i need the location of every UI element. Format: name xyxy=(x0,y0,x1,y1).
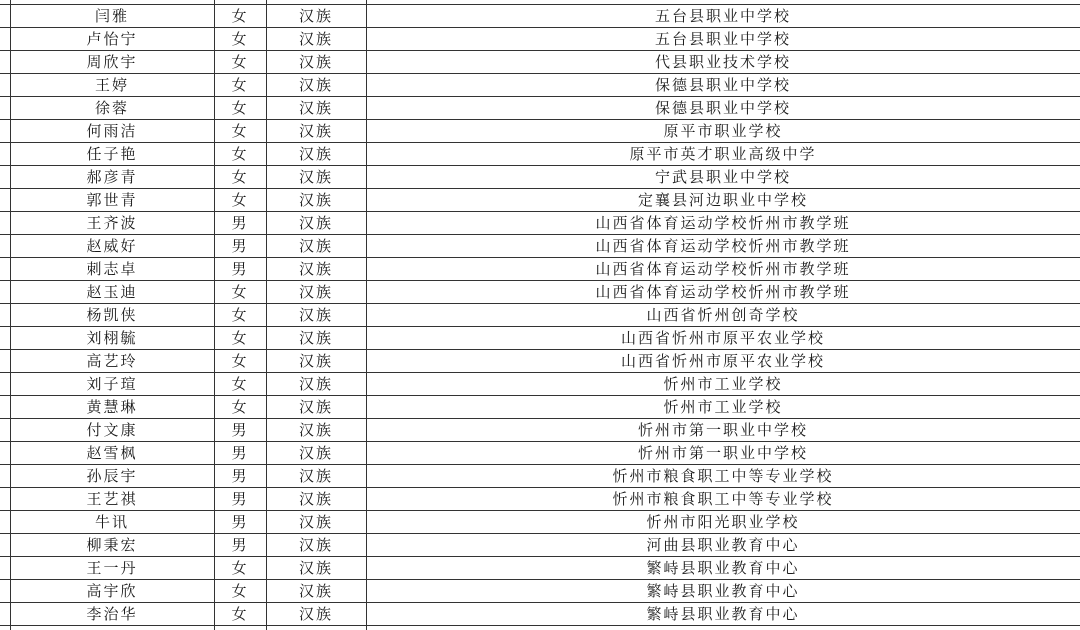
table-row xyxy=(0,120,1080,143)
ethnicity-cell: 汉族 xyxy=(298,536,333,554)
table-row xyxy=(0,511,1080,534)
school-cell: 繁峙县职业教育中心 xyxy=(646,582,800,600)
gender-cell: 女 xyxy=(231,582,249,600)
school-cell: 定襄县河边职业中学校 xyxy=(637,191,808,209)
column-divider xyxy=(266,0,267,630)
name-cell: 高艺玲 xyxy=(86,352,138,370)
ethnicity-cell: 汉族 xyxy=(298,7,333,25)
school-cell: 忻州市粮食职工中等专业学校 xyxy=(612,467,834,485)
table-row xyxy=(0,580,1080,603)
row-divider xyxy=(0,27,1080,28)
row-divider xyxy=(0,165,1080,166)
table-row xyxy=(0,488,1080,511)
gender-cell: 女 xyxy=(231,398,249,416)
ethnicity-cell: 汉族 xyxy=(298,421,333,439)
row-divider xyxy=(0,234,1080,235)
row-divider xyxy=(0,4,1080,5)
row-divider xyxy=(0,533,1080,534)
ethnicity-cell: 汉族 xyxy=(298,191,333,209)
name-cell: 刺志卓 xyxy=(86,260,138,278)
table-row xyxy=(0,212,1080,235)
row-divider xyxy=(0,303,1080,304)
gender-cell: 男 xyxy=(231,260,249,278)
school-cell: 忻州市工业学校 xyxy=(663,398,783,416)
school-cell: 河曲县职业教育中心 xyxy=(646,536,800,554)
table-row xyxy=(0,235,1080,258)
name-cell: 郭世青 xyxy=(86,191,138,209)
gender-cell: 女 xyxy=(231,76,249,94)
row-divider xyxy=(0,441,1080,442)
row-divider xyxy=(0,211,1080,212)
name-cell: 徐蓉 xyxy=(94,99,129,117)
ethnicity-cell: 汉族 xyxy=(298,605,333,623)
row-divider xyxy=(0,326,1080,327)
ethnicity-cell: 汉族 xyxy=(298,306,333,324)
gender-cell: 女 xyxy=(231,53,249,71)
table-row xyxy=(0,603,1080,626)
gender-cell: 女 xyxy=(231,99,249,117)
row-divider xyxy=(0,257,1080,258)
name-cell: 赵威好 xyxy=(86,237,138,255)
ethnicity-cell: 汉族 xyxy=(298,444,333,462)
row-divider xyxy=(0,487,1080,488)
table-row xyxy=(0,74,1080,97)
name-cell: 王婷 xyxy=(94,76,129,94)
table-row xyxy=(0,97,1080,120)
ethnicity-cell: 汉族 xyxy=(298,168,333,186)
row-divider xyxy=(0,349,1080,350)
school-cell: 忻州市阳光职业学校 xyxy=(646,513,800,531)
gender-cell: 女 xyxy=(231,30,249,48)
row-divider xyxy=(0,579,1080,580)
name-cell: 孙辰宇 xyxy=(86,467,138,485)
gender-cell: 女 xyxy=(231,559,249,577)
name-cell: 赵玉迪 xyxy=(86,283,138,301)
school-cell: 山西省体育运动学校忻州市教学班 xyxy=(595,283,851,301)
ethnicity-cell: 汉族 xyxy=(298,467,333,485)
school-cell: 原平市英才职业高级中学 xyxy=(629,145,817,163)
school-cell: 山西省体育运动学校忻州市教学班 xyxy=(595,260,851,278)
school-cell: 忻州市工业学校 xyxy=(663,375,783,393)
gender-cell: 女 xyxy=(231,122,249,140)
row-divider xyxy=(0,50,1080,51)
name-cell: 柳秉宏 xyxy=(86,536,138,554)
table-row xyxy=(0,166,1080,189)
table-row xyxy=(0,189,1080,212)
row-divider xyxy=(0,372,1080,373)
table-row xyxy=(0,258,1080,281)
school-cell: 山西省忻州市原平农业学校 xyxy=(620,352,825,370)
gender-cell: 男 xyxy=(231,237,249,255)
table-row xyxy=(0,28,1080,51)
gender-cell: 男 xyxy=(231,490,249,508)
ethnicity-cell: 汉族 xyxy=(298,145,333,163)
row-divider xyxy=(0,73,1080,74)
gender-cell: 女 xyxy=(231,283,249,301)
gender-cell: 女 xyxy=(231,375,249,393)
school-cell: 山西省体育运动学校忻州市教学班 xyxy=(595,237,851,255)
school-cell: 忻州市粮食职工中等专业学校 xyxy=(612,490,834,508)
ethnicity-cell: 汉族 xyxy=(298,375,333,393)
row-divider xyxy=(0,625,1080,626)
school-cell: 代县职业技术学校 xyxy=(654,53,791,71)
gender-cell: 女 xyxy=(231,7,249,25)
table-row xyxy=(0,534,1080,557)
name-cell: 王一丹 xyxy=(86,559,138,577)
row-divider xyxy=(0,418,1080,419)
table-row xyxy=(0,327,1080,350)
school-cell: 宁武县职业中学校 xyxy=(654,168,791,186)
school-cell: 山西省体育运动学校忻州市教学班 xyxy=(595,214,851,232)
ethnicity-cell: 汉族 xyxy=(298,513,333,531)
gender-cell: 女 xyxy=(231,191,249,209)
table-row xyxy=(0,5,1080,28)
name-cell: 赵雪枫 xyxy=(86,444,138,462)
school-cell: 繁峙县职业教育中心 xyxy=(646,559,800,577)
table-row xyxy=(0,350,1080,373)
ethnicity-cell: 汉族 xyxy=(298,122,333,140)
school-cell: 保德县职业中学校 xyxy=(654,99,791,117)
school-cell: 山西省忻州创奇学校 xyxy=(646,306,800,324)
gender-cell: 女 xyxy=(231,306,249,324)
ethnicity-cell: 汉族 xyxy=(298,237,333,255)
school-cell: 保德县职业中学校 xyxy=(654,76,791,94)
gender-cell: 女 xyxy=(231,329,249,347)
name-cell: 任子艳 xyxy=(86,145,138,163)
gender-cell: 女 xyxy=(231,168,249,186)
school-cell: 原平市职业学校 xyxy=(663,122,783,140)
row-divider xyxy=(0,280,1080,281)
row-divider xyxy=(0,510,1080,511)
table-row xyxy=(0,396,1080,419)
school-cell: 五台县职业中学校 xyxy=(654,30,791,48)
row-divider xyxy=(0,464,1080,465)
ethnicity-cell: 汉族 xyxy=(298,352,333,370)
row-divider xyxy=(0,188,1080,189)
table-row xyxy=(0,304,1080,327)
name-cell: 高宇欣 xyxy=(86,582,138,600)
ethnicity-cell: 汉族 xyxy=(298,398,333,416)
name-cell: 刘栩毓 xyxy=(86,329,138,347)
name-cell: 王齐波 xyxy=(86,214,138,232)
name-cell: 杨凯侠 xyxy=(86,306,138,324)
row-divider xyxy=(0,119,1080,120)
gender-cell: 男 xyxy=(231,536,249,554)
school-cell: 繁峙县职业教育中心 xyxy=(646,605,800,623)
table-row xyxy=(0,143,1080,166)
school-cell: 五台县职业中学校 xyxy=(654,7,791,25)
name-cell: 周欣宇 xyxy=(86,53,138,71)
gender-cell: 女 xyxy=(231,145,249,163)
name-cell: 黄慧琳 xyxy=(86,398,138,416)
row-divider xyxy=(0,96,1080,97)
row-divider xyxy=(0,395,1080,396)
gender-cell: 男 xyxy=(231,214,249,232)
school-cell: 山西省忻州市原平农业学校 xyxy=(620,329,825,347)
name-cell: 刘子瑄 xyxy=(86,375,138,393)
gender-cell: 男 xyxy=(231,444,249,462)
table-row xyxy=(0,373,1080,396)
ethnicity-cell: 汉族 xyxy=(298,559,333,577)
ethnicity-cell: 汉族 xyxy=(298,30,333,48)
table-row xyxy=(0,465,1080,488)
column-divider xyxy=(214,0,215,630)
ethnicity-cell: 汉族 xyxy=(298,582,333,600)
table-row xyxy=(0,281,1080,304)
ethnicity-cell: 汉族 xyxy=(298,490,333,508)
school-cell: 忻州市第一职业中学校 xyxy=(637,444,808,462)
name-cell: 付文康 xyxy=(86,421,138,439)
name-cell: 李治华 xyxy=(86,605,138,623)
column-divider xyxy=(366,0,367,630)
ethnicity-cell: 汉族 xyxy=(298,99,333,117)
row-divider xyxy=(0,142,1080,143)
ethnicity-cell: 汉族 xyxy=(298,76,333,94)
ethnicity-cell: 汉族 xyxy=(298,283,333,301)
gender-cell: 女 xyxy=(231,352,249,370)
gender-cell: 男 xyxy=(231,467,249,485)
table-row xyxy=(0,419,1080,442)
ethnicity-cell: 汉族 xyxy=(298,260,333,278)
gender-cell: 男 xyxy=(231,421,249,439)
ethnicity-cell: 汉族 xyxy=(298,329,333,347)
ethnicity-cell: 汉族 xyxy=(298,53,333,71)
name-cell: 郝彦青 xyxy=(86,168,138,186)
gender-cell: 男 xyxy=(231,513,249,531)
name-cell: 何雨洁 xyxy=(86,122,138,140)
row-divider xyxy=(0,556,1080,557)
school-cell: 忻州市第一职业中学校 xyxy=(637,421,808,439)
column-divider xyxy=(10,0,11,630)
name-cell: 牛讯 xyxy=(94,513,129,531)
gender-cell: 女 xyxy=(231,605,249,623)
ethnicity-cell: 汉族 xyxy=(298,214,333,232)
name-cell: 王艺祺 xyxy=(86,490,138,508)
row-divider xyxy=(0,602,1080,603)
table-row xyxy=(0,51,1080,74)
table-row xyxy=(0,442,1080,465)
name-cell: 卢怡宁 xyxy=(86,30,138,48)
name-cell: 闫雅 xyxy=(94,7,129,25)
table-row xyxy=(0,557,1080,580)
